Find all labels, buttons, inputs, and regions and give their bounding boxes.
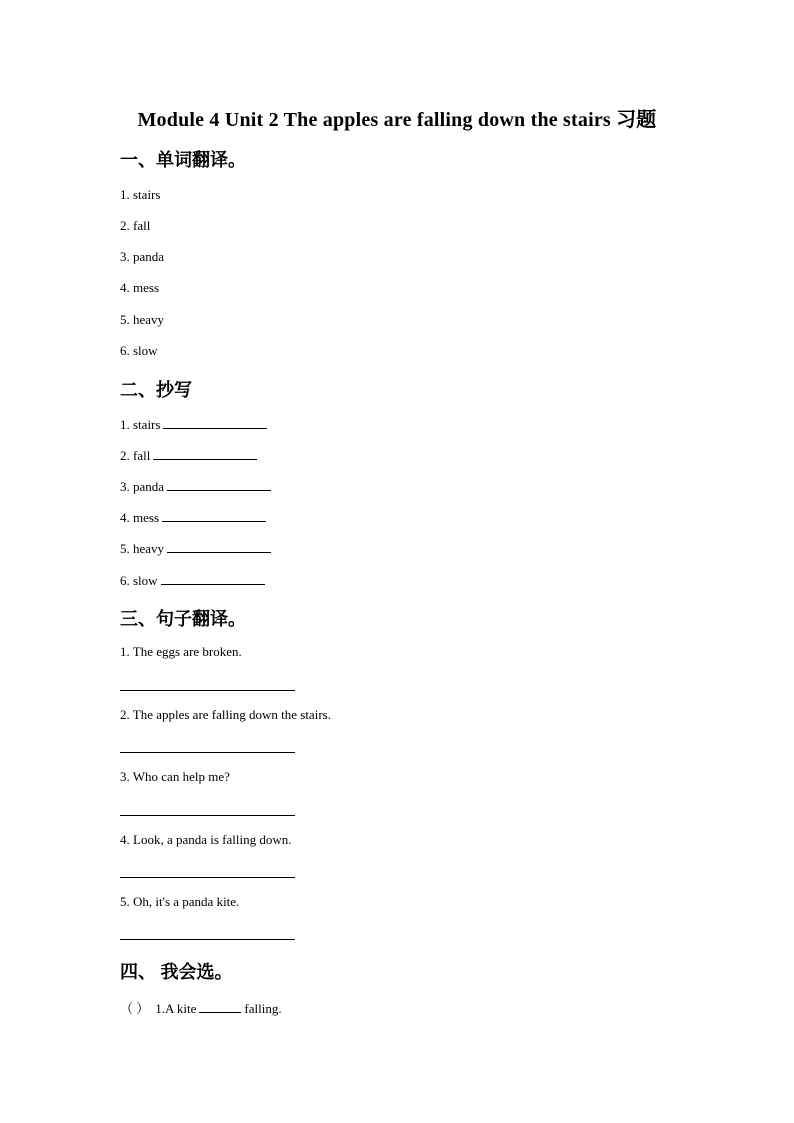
sentence-item: 5. Oh, it's a panda kite. (120, 894, 240, 909)
answer-line[interactable] (120, 690, 295, 691)
section-4-heading: 四、 我会选。 (120, 962, 233, 982)
copy-word: 3. panda (120, 479, 165, 494)
copy-item (120, 478, 271, 495)
sentence-item: 4. Look, a panda is falling down. (120, 832, 292, 847)
copy-word: 6. slow (120, 573, 158, 588)
choice-question (120, 998, 282, 1017)
copy-word: 1. stairs (120, 417, 161, 432)
copy-blank[interactable] (161, 572, 265, 585)
word-item: 5. heavy (120, 312, 165, 327)
copy-word: 5. heavy (120, 541, 165, 556)
word-item: 3. panda (120, 249, 165, 264)
copy-blank[interactable] (167, 540, 271, 553)
copy-blank[interactable] (163, 416, 267, 429)
word-item: 6. slow (120, 343, 158, 358)
section-1-heading: 一、单词翻译。 (120, 150, 246, 170)
answer-line[interactable] (120, 939, 295, 940)
copy-item (120, 540, 271, 557)
question-suffix: falling. (244, 1001, 282, 1016)
copy-item (120, 572, 265, 589)
answer-line[interactable] (120, 815, 295, 816)
copy-item (120, 416, 267, 433)
copy-word: 2. fall (120, 448, 151, 463)
sentence-item: 1. The eggs are broken. (120, 644, 242, 659)
word-item: 1. stairs (120, 187, 161, 202)
section-2-heading: 二、抄写 (120, 380, 192, 400)
word-item: 4. mess (120, 280, 159, 295)
sentence-item: 3. Who can help me? (120, 769, 230, 784)
answer-line[interactable] (120, 752, 295, 753)
sentence-item: 2. The apples are falling down the stairs. (120, 707, 331, 722)
copy-word: 4. mess (120, 510, 159, 525)
section-3-heading: 三、句子翻译。 (120, 609, 246, 629)
copy-blank[interactable] (167, 478, 271, 491)
answer-line[interactable] (120, 877, 295, 878)
answer-paren[interactable]: （ ） (120, 1001, 150, 1016)
copy-item (120, 509, 266, 526)
copy-item (120, 447, 257, 464)
word-item: 2. fall (120, 218, 151, 233)
copy-blank[interactable] (162, 509, 266, 522)
copy-blank[interactable] (153, 447, 257, 460)
worksheet-title: Module 4 Unit 2 The apples are falling down the stairs 习题 (137, 109, 657, 131)
fill-blank[interactable] (199, 1000, 241, 1013)
question-prefix: 1.A kite (155, 1001, 197, 1016)
